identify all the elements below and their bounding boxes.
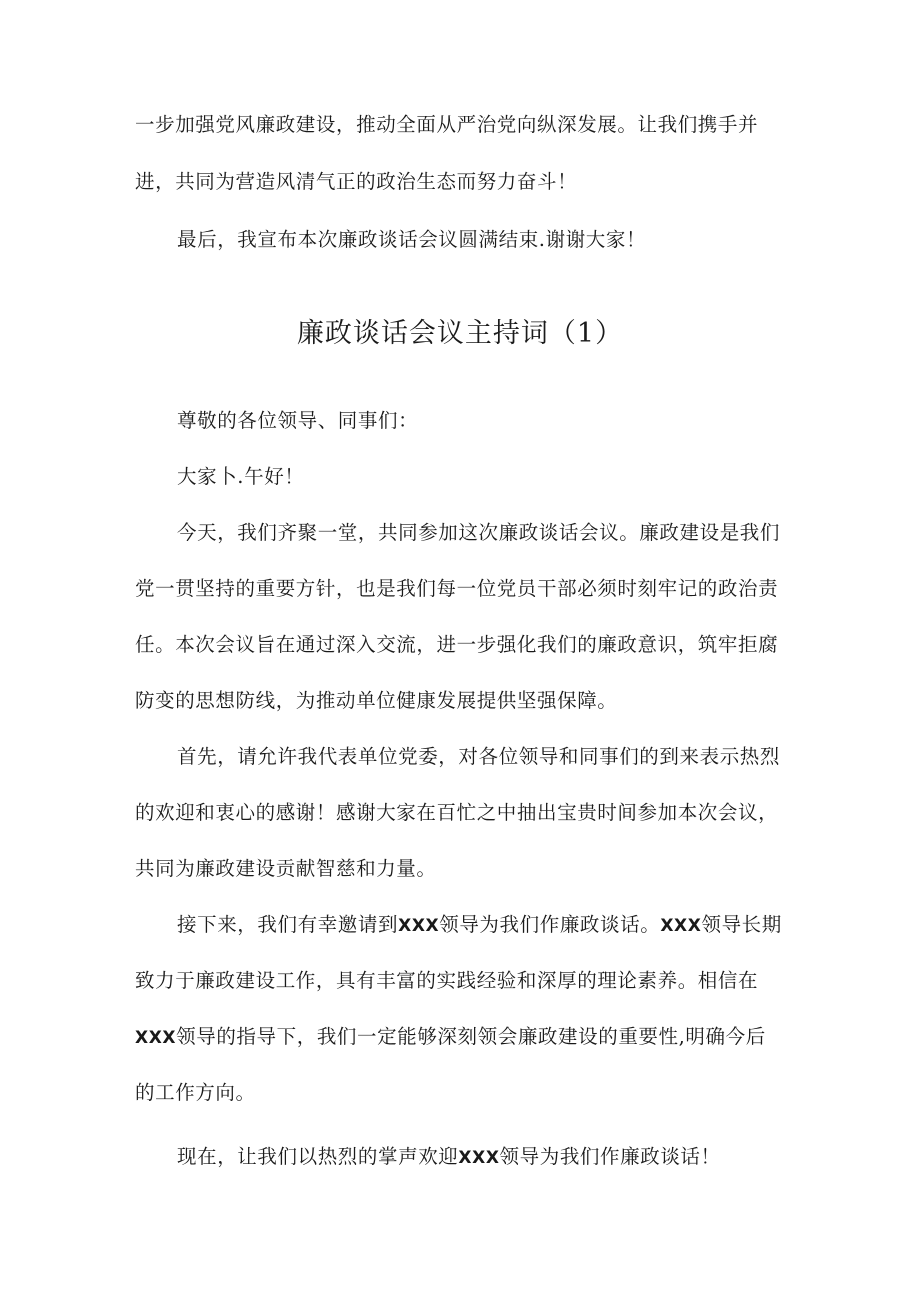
page-title: 廉政谈话会议主持词（1） [296,318,624,349]
para1-line-2: 党一贯坚持的重要方针，也是我们每一位党员干部必须时刻牢记的政治责 [135,577,779,600]
placeholder-name: XXX [135,1028,177,1048]
para3-text-d: 领导的指导下，我们一定能够深刻领会廉政建设的重要性,明确今后 [176,1025,766,1048]
para3-text-b: 领导为我们作廉政谈话。 [439,913,661,936]
placeholder-name: XXX [398,916,440,936]
para3-line-3 [135,1023,766,1052]
para3-text-a: 接下来，我们有幸邀请到 [177,913,399,936]
para4-text-b: 领导为我们作廉政谈话！ [499,1145,721,1168]
para3-line-2: 致力于廉政建设工作，具有丰富的实践经验和深厚的理论素养。相信在 [135,969,759,992]
prev-section-line-1: 一步加强党风廉政建设，推动全面从严治党向纵深发展。让我们携手并 [135,113,759,136]
para2-line-3: 共同为廉政建设贡献智慈和力量。 [135,857,437,880]
placeholder-name: XXX [458,1148,500,1168]
para4-line-1 [177,1143,721,1172]
para3-text-c: 领导长期 [701,913,782,936]
para1-line-4: 防变的思想防线，为推动单位健康发展提供坚强保障。 [135,689,618,712]
para3-line-4: 的工作方向。 [135,1081,256,1104]
salutation: 大家卜.午好！ [177,465,305,488]
para1-line-3: 任。本次会议旨在通过深入交流，进一步强化我们的廉政意识，筑牢拒腐 [135,633,779,656]
para4-text-a: 现在，让我们以热烈的掌声欢迎 [177,1145,459,1168]
greeting: 尊敬的各位领导、同事们： [177,409,419,432]
placeholder-name: XXX [660,916,702,936]
para3-line-1 [177,911,782,940]
prev-section-closing: 最后，我宣布本次廉政谈话会议圆满结束.谢谢大家！ [177,228,647,251]
para2-line-2: 的欢迎和衷心的感谢！感谢大家在百忙之中抽出宝贵时间参加本次会议， [135,801,779,824]
para1-line-1: 今天，我们齐聚一堂，共同参加这次廉政谈话会议。廉政建设是我们 [177,521,781,544]
prev-section-line-2: 进，共同为营造风清气正的政治生态而努力奋斗！ [135,170,578,193]
para2-line-1: 首先，请允许我代表单位党委，对各位领导和同事们的到来表示热烈 [177,745,781,768]
